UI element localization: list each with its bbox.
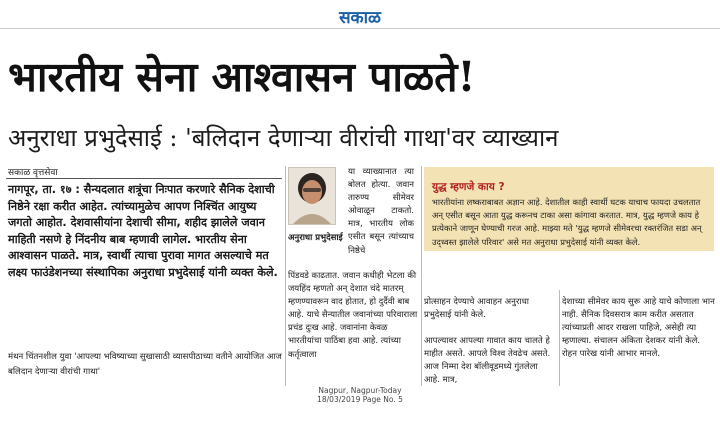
- column4-text: देशाच्या सीमेवर काय सुरू आहे याचे कोणाला भान नाही. सैनिक दिवसरात्र काम करीत असतात त्यांच्याप्रती आदर राखला पाहिजे, असेही त्या म्हणाल्या. संचालन अंकिता देशकर यांनी केले. रोहन पारेख यांनी आभार मानले.: [562, 297, 715, 360]
- masthead-rule: [0, 28, 720, 29]
- column3-paragraph: आपल्यावर आपल्या गावात काय चालते हे माहीत असते. आपले विश्व तेवढेच असते. आज निम्मा देश बॉलीवूडमध्ये गुंतलेला आहे. मात्र,: [424, 336, 551, 386]
- speaker-photo: [288, 167, 336, 225]
- page-footer: [270, 386, 450, 404]
- column-rule: [421, 166, 422, 386]
- column-rule: [285, 166, 286, 386]
- footer-date-page: 18/03/2019 Page No. 5: [317, 395, 403, 404]
- masthead: [0, 0, 720, 42]
- column2-text: [288, 270, 418, 362]
- subheadline: अनुराधा प्रभुदेसाई : 'बलिदान देणाऱ्या वीरांची गाथा'वर व्याख्यान: [8, 124, 559, 152]
- photo-caption: अनुराधा प्रभुदेसाई: [288, 233, 343, 243]
- column1-bottom-text: मंथन चिंतनशील युवा 'आपल्या भविष्याच्या सुखासाठी व्यासपीठाच्या वतीने आयोजित आज बलिदान देणाऱ्या वीरांची गाथा': [8, 352, 282, 377]
- newspaper-logo: सकाळ: [339, 8, 381, 28]
- lead-text: नागपूर, ता. १७ : सैन्यदलात शत्रूंचा निःपात करणारे सैनिक देशाची निष्ठेने रक्षा करीत आहेत. त्यांच्यामुळेच आपण निश्चिंत आयुष्य जगतो आहोत. देशवासीयांना देशाची सीमा, शहीद झालेले जवान माहिती नसणे हे निंदनीय बाब म्हणावी लागेल. भारतीय सेना आश्वासन पाळते. मात्र, स्वार्थी त्याचा पुरावा मागत असल्याचे मत लक्ष्य फाउंडेशनच्या संस्थापिका अनुराधा प्रभुदेसाई यांनी व्यक्त केले.: [8, 183, 278, 279]
- portrait-image: [289, 168, 335, 224]
- lead-paragraph: [8, 182, 284, 282]
- column3-text: [424, 296, 556, 401]
- headline: भारतीय सेना आश्वासन पाळते!: [8, 53, 476, 101]
- column-rule: [559, 290, 560, 386]
- byline: सकाळ वृत्तसेवा: [8, 168, 58, 178]
- byline-divider: [6, 178, 282, 179]
- column2-side-text: या व्याख्यानात त्या बोलत होत्या. जवान तारुण्य सीमेवर ओवाळून टाकतो. मात्र, भारतीय लोक एसीत बसून त्यांच्याच निष्ठेचे: [348, 167, 414, 256]
- column3-paragraph: प्रोत्साहन देण्याचे आवाहन अनुराधा प्रभुदेसाई यांनी केले.: [424, 297, 529, 321]
- sidebar-box-text: भारतीयांना लष्कराबाबत अज्ञान आहे. देशातील काही स्वार्थी घटक याचाच फायदा उचलतात अन् एसीत बसून आता युद्ध करूनच टाका असा कांगावा करतात. मात्र, युद्ध म्हणजे काय हे प्रत्येकाने जाणून घेण्याची गरज आहे. माझ्या मते 'युद्ध म्हणजे सीमेवरचा रक्तरंजित सडा अन् उद्ध्वस्त झालेले परिवार' असे मत अनुराधा प्रभुदेसाई यांनी व्यक्त केले.: [432, 197, 702, 247]
- footer-edition: Nagpur, Nagpur-Today: [318, 386, 402, 395]
- column2-paragraph: पिंडवडे काढतात. जवान कधीही भेटला की जयहिंद म्हणतो अन् देशात चंदे मातरम् म्हणण्यावरून वाद होतात, हो दुर्दैवी बाब आहे. याचे सैन्यातील जवानांच्या परिवाराला प्रचंड दुःख आहे. जवानांना केवळ भारतीयांचा पाठिंबा हवा आहे. त्यांच्या कर्तृत्वाला: [288, 271, 418, 360]
- sidebar-box-title: युद्ध म्हणजे काय ?: [432, 181, 505, 193]
